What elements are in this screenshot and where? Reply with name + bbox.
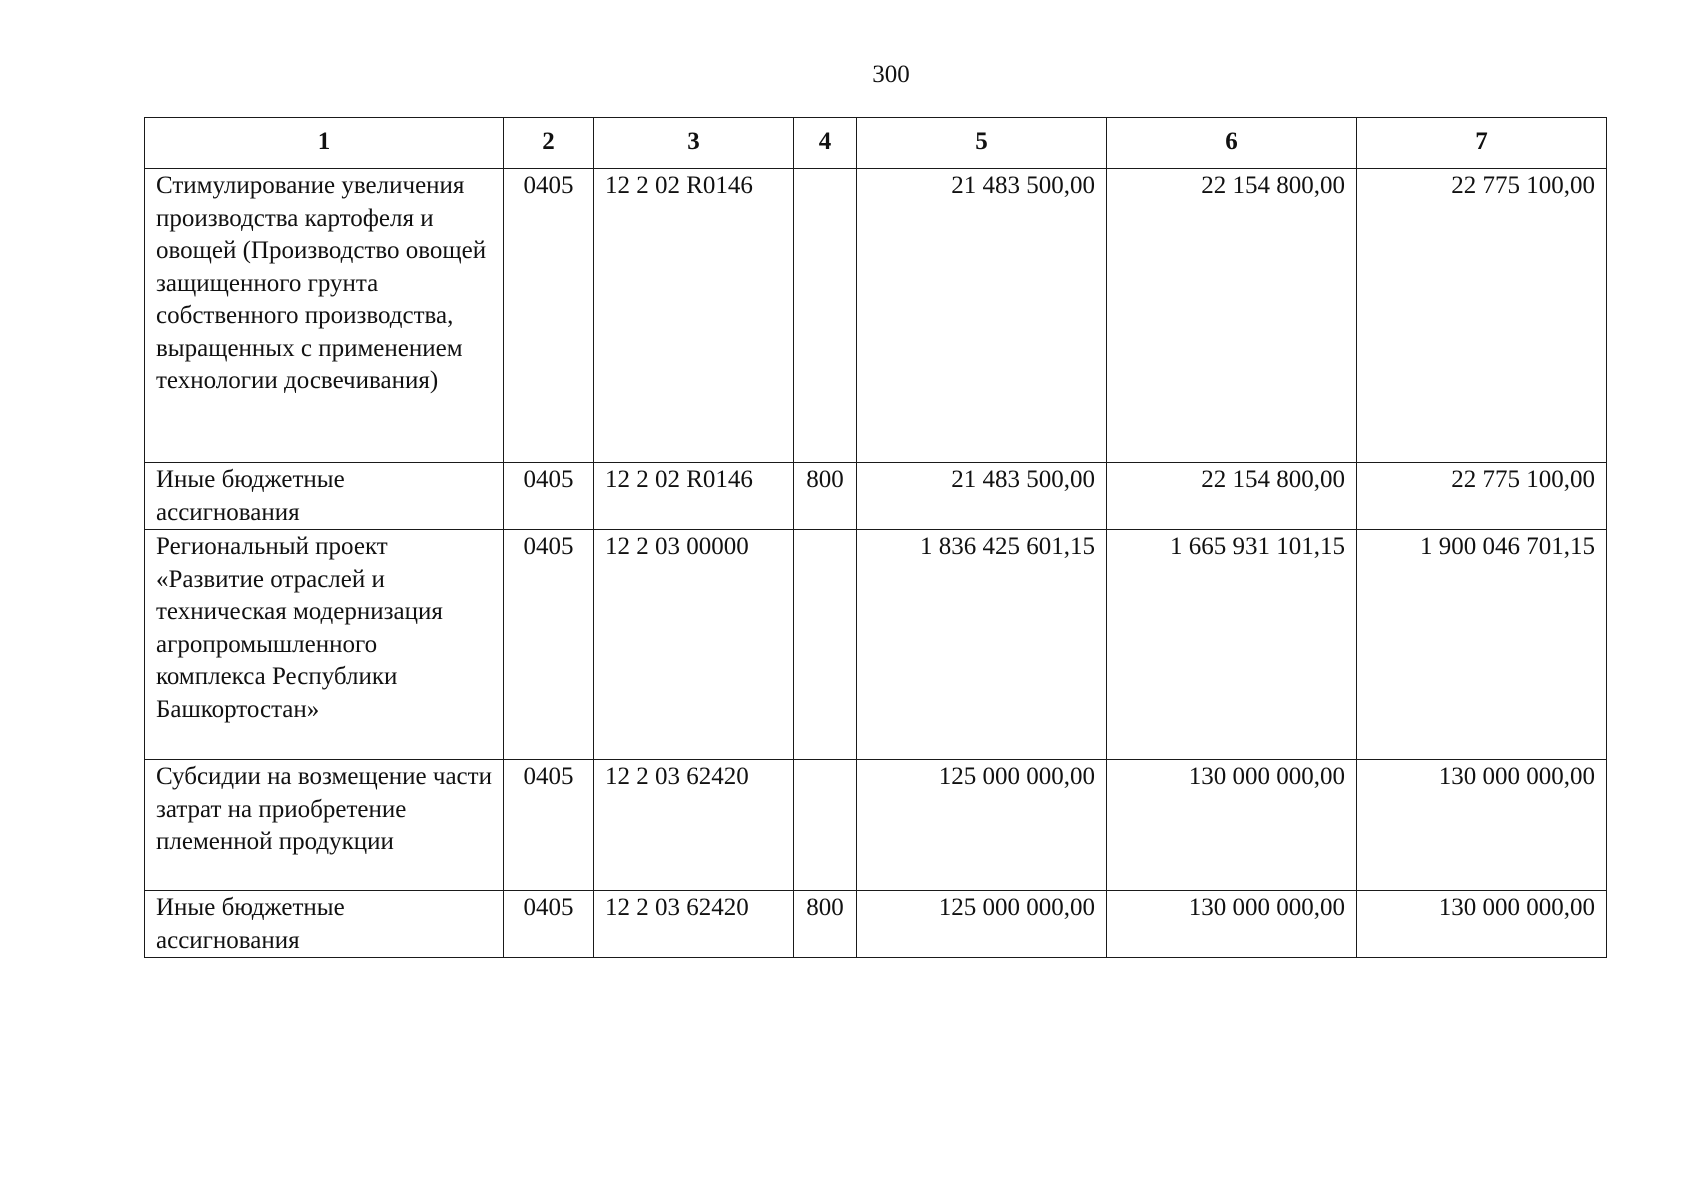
amount-col5-cell: 1 836 425 601,15 bbox=[857, 530, 1107, 760]
column-header-5: 5 bbox=[857, 118, 1107, 169]
amount-col7-cell: 22 775 100,00 bbox=[1357, 463, 1607, 530]
item-name: Субсидии на возмещение части затрат на приобретение племенной продукции bbox=[156, 763, 492, 855]
table-row bbox=[145, 530, 1607, 760]
table-row bbox=[145, 463, 1607, 530]
amount-col7-cell: 130 000 000,00 bbox=[1357, 760, 1607, 891]
target-code-cell: 12 2 03 62420 bbox=[594, 760, 794, 891]
item-name: Иные бюджетные ассигнования bbox=[156, 894, 345, 954]
expense-type-cell bbox=[794, 169, 857, 463]
target-code-cell: 12 2 02 R0146 bbox=[594, 463, 794, 530]
amount-col7-cell: 22 775 100,00 bbox=[1357, 169, 1607, 463]
header-row bbox=[145, 118, 1607, 169]
column-header-3: 3 bbox=[594, 118, 794, 169]
amount-col6-cell: 1 665 931 101,15 bbox=[1107, 530, 1357, 760]
column-header-2: 2 bbox=[504, 118, 594, 169]
target-code-cell: 12 2 03 62420 bbox=[594, 891, 794, 958]
item-name: Иные бюджетные ассигнования bbox=[156, 466, 345, 526]
amount-col6-cell: 22 154 800,00 bbox=[1107, 169, 1357, 463]
amount-col7-cell: 130 000 000,00 bbox=[1357, 891, 1607, 958]
target-code-cell: 12 2 03 00000 bbox=[594, 530, 794, 760]
column-header-1: 1 bbox=[145, 118, 504, 169]
budget-table bbox=[144, 117, 1607, 958]
item-name: Стимулирование увеличения производства картофеля и овощей (Производство овощей защищенного грунта собственного производства, выращенных с применением технологии досвечивания) bbox=[156, 172, 487, 394]
column-header-7: 7 bbox=[1357, 118, 1607, 169]
table-row bbox=[145, 760, 1607, 891]
section-code-cell: 0405 bbox=[504, 760, 594, 891]
expense-type-cell: 800 bbox=[794, 463, 857, 530]
column-header-4: 4 bbox=[794, 118, 857, 169]
amount-col6-cell: 130 000 000,00 bbox=[1107, 891, 1357, 958]
amount-col6-cell: 22 154 800,00 bbox=[1107, 463, 1357, 530]
item-name-cell bbox=[145, 463, 504, 530]
amount-col5-cell: 125 000 000,00 bbox=[857, 891, 1107, 958]
column-header-6: 6 bbox=[1107, 118, 1357, 169]
amount-col6-cell: 130 000 000,00 bbox=[1107, 760, 1357, 891]
section-code-cell: 0405 bbox=[504, 891, 594, 958]
section-code-cell: 0405 bbox=[504, 169, 594, 463]
section-code-cell: 0405 bbox=[504, 463, 594, 530]
item-name-cell bbox=[145, 530, 504, 760]
section-code-cell: 0405 bbox=[504, 530, 594, 760]
page-number: 300 bbox=[872, 61, 910, 88]
expense-type-cell bbox=[794, 530, 857, 760]
target-code-cell: 12 2 02 R0146 bbox=[594, 169, 794, 463]
item-name: Региональный проект «Развитие отраслей и техническая модернизация агропромышленного комплекса Республики Башкортостан» bbox=[156, 533, 443, 723]
table-row bbox=[145, 891, 1607, 958]
table-row bbox=[145, 169, 1607, 463]
amount-col5-cell: 21 483 500,00 bbox=[857, 169, 1107, 463]
amount-col5-cell: 125 000 000,00 bbox=[857, 760, 1107, 891]
amount-col7-cell: 1 900 046 701,15 bbox=[1357, 530, 1607, 760]
item-name-cell bbox=[145, 169, 504, 463]
item-name-cell bbox=[145, 891, 504, 958]
expense-type-cell bbox=[794, 760, 857, 891]
expense-type-cell: 800 bbox=[794, 891, 857, 958]
amount-col5-cell: 21 483 500,00 bbox=[857, 463, 1107, 530]
item-name-cell bbox=[145, 760, 504, 891]
